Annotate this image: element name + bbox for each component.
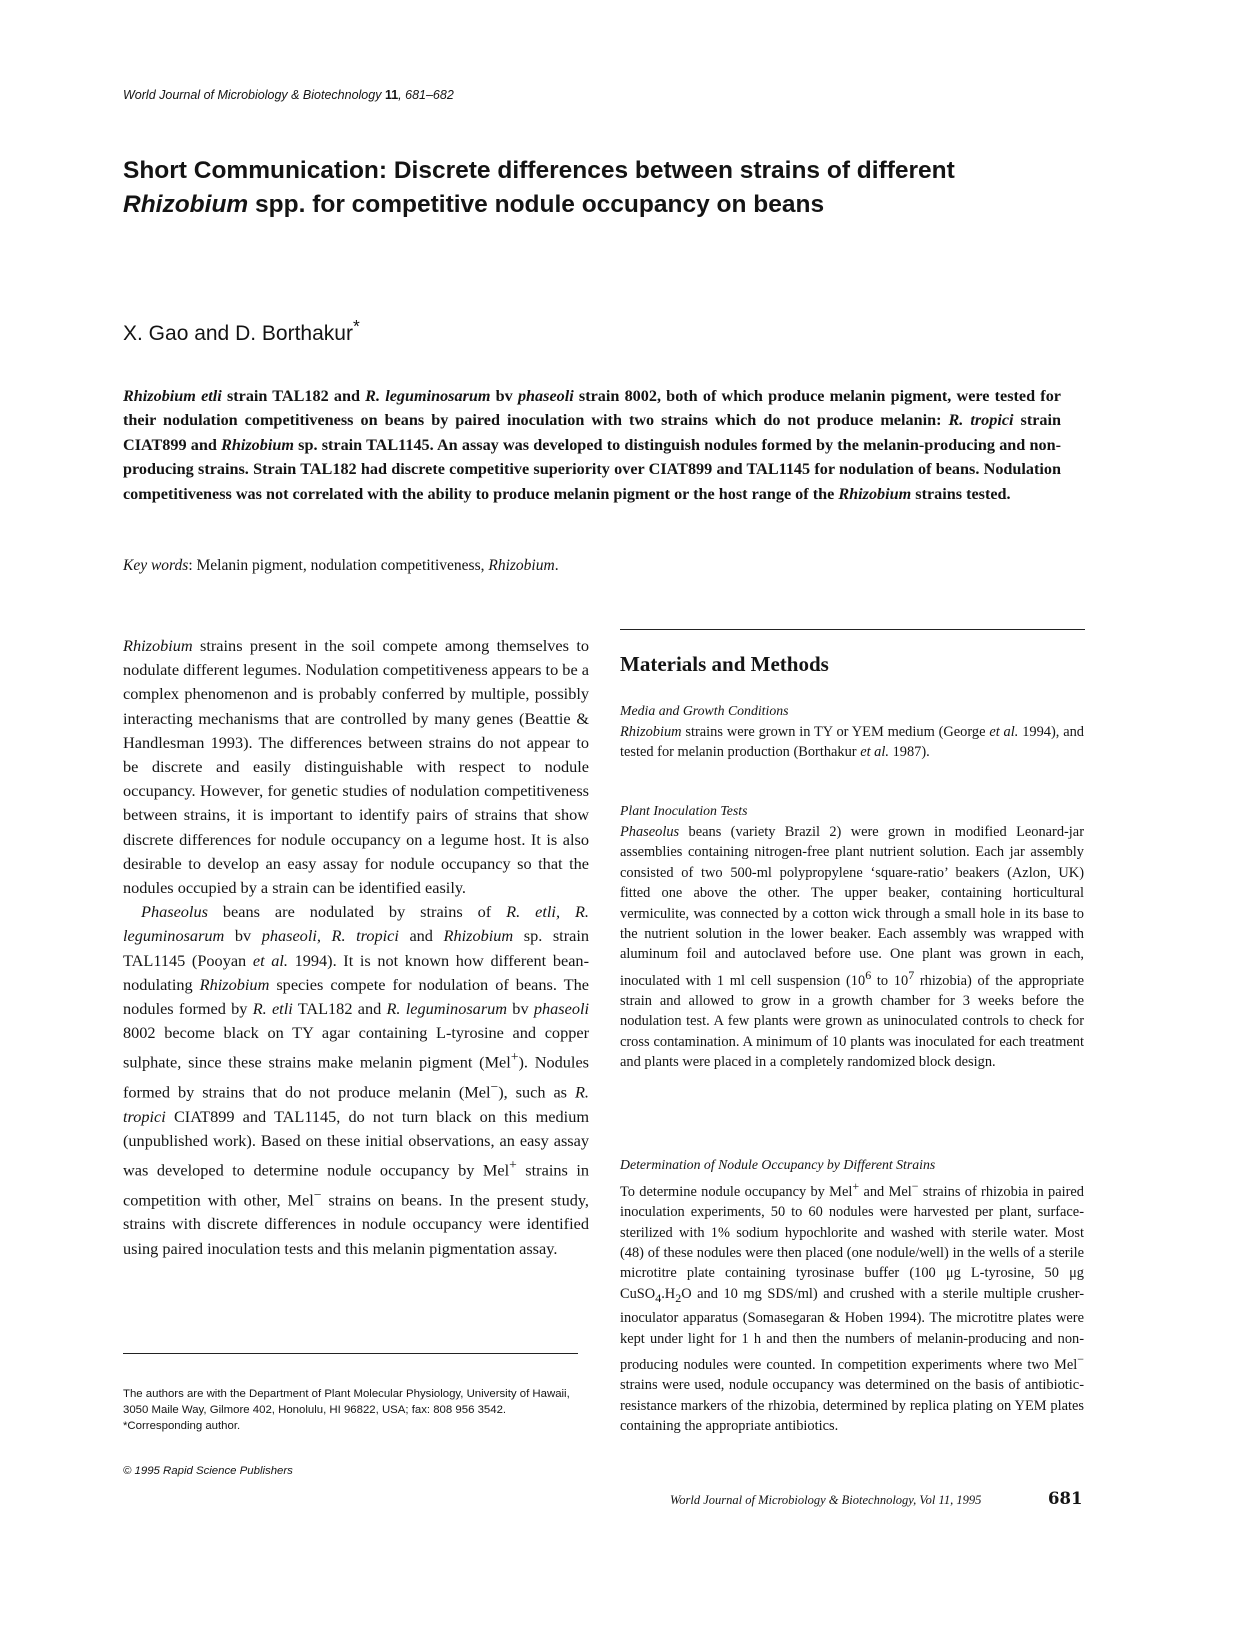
media-growth-paragraph <box>620 722 1084 763</box>
page-number: 681 <box>1048 1489 1083 1508</box>
footer-journal-citation: World Journal of Microbiology & Biotechnology, Vol 11, 1995 <box>670 1493 982 1507</box>
nodule-occupancy-paragraph <box>620 1176 1084 1436</box>
abstract-text-span: bv <box>490 387 518 405</box>
journal-name: World Journal of Microbiology & Biotechnology <box>123 88 382 102</box>
superscript: − <box>490 1079 499 1095</box>
keywords-genus: Rhizobium <box>488 557 555 574</box>
abstract-taxon: phaseoli <box>517 387 574 405</box>
abstract-taxon: Rhizobium <box>838 484 912 503</box>
intro-paragraph-2 <box>123 900 589 1261</box>
keywords <box>123 557 559 575</box>
methods-text: 1987). <box>888 744 930 761</box>
superscript: 7 <box>908 967 915 982</box>
subheading-nodule-occupancy: Determination of Nodule Occupancy by Different Strains <box>620 1157 936 1172</box>
subscript: 4 <box>655 1290 662 1305</box>
intro-text: strains present in the soil compete among themselves to nodulate different legumes. Nodulation competitiveness appears to be a complex phenomenon and is probably conferred by multiple, possibly interacting mechanisms that are controlled by many genes (Beattie & Handlesman 1993). The differences between strains do not appear to be discrete and easily distinguishable with respect to nodule occupancy. However, for genetic studies of nodulation competitiveness between strains, it is important to identify pairs of strains that show discrete differences for nodule occupancy on a legume host. It is also desirable to develop an easy assay for nodule occupancy so that the nodules occupied by a strain can be identified easily. <box>123 636 589 898</box>
intro-taxon: phaseoli, R. tropici <box>261 926 399 946</box>
intro-text: strains on beans. In the present study, strains with discrete differences in nodule occupancy were identified using paired inoculation tests and this melanin pigmentation assay. <box>123 1190 589 1258</box>
intro-text: CIAT899 and TAL1145, do not turn black on this medium (unpublished work). Based on these initial observations, an easy assay was developed to determine nodule occupancy by Mel <box>123 1106 589 1180</box>
keywords-text: : Melanin pigment, nodulation competitiveness, <box>188 557 489 574</box>
footnote-divider <box>123 1353 578 1354</box>
intro-taxon: Rhizobium <box>199 974 270 994</box>
intro-text: bv <box>224 926 262 946</box>
methods-text: to 10 <box>871 972 909 989</box>
copyright-notice: © 1995 Rapid Science Publishers <box>123 1465 293 1477</box>
subscript: 2 <box>675 1290 682 1305</box>
methods-citation: et al. <box>860 744 889 761</box>
journal-header: World Journal of Microbiology & Biotechnology 11, 681–682 <box>123 88 454 102</box>
intro-citation: et al. <box>252 950 288 970</box>
abstract-text-span: sp. strain TAL1145. An assay was developed to distinguish nodules formed by the melanin-producing and non-producing strains. Strain TAL182 had discrete competitive superiority over CIAT899 and TAL1145 for nodulation of beans. Nodulation competitiveness was not correlated with the ability to produce melanin pigment or the host range of the <box>123 435 1061 503</box>
abstract-taxon: R. tropici <box>948 411 1014 430</box>
intro-text: strains in competition with other, Mel <box>123 1160 590 1210</box>
keywords-end: . <box>554 557 559 574</box>
abstract-text-span: strain TAL182 and <box>221 387 366 405</box>
superscript: 6 <box>865 967 872 982</box>
methods-text: strains of rhizobia in paired inoculation experiments, 50 to 60 nodules were harvested per plant, surface-sterilized with 1% sodium hypochlorite and washed with sterile water. Most (48) of these nodules were then placed (one nodule/well) in the wells of a sterile microtitre plate containing tyrosinase buffer (100 μg L-tyrosine, 50 μg CuSO <box>620 1183 1084 1302</box>
intro-taxon: R. etli, R. leguminosarum <box>123 902 589 946</box>
superscript: − <box>313 1186 322 1202</box>
media-growth-text <box>620 722 1084 763</box>
intro-text: bv <box>507 999 534 1019</box>
title-genus: Rhizobium <box>123 191 249 218</box>
title-line-2 <box>123 188 1103 222</box>
intro-text: sp. strain TAL1145 (Pooyan <box>123 926 589 970</box>
section-heading-materials-methods: Materials and Methods <box>620 652 829 676</box>
methods-taxon: Rhizobium <box>620 724 682 740</box>
journal-pages: 681–682 <box>405 88 454 102</box>
methods-text: strains were used, nodule occupancy was determined on the basis of antibiotic-resistance markers of the rhizobia, determined by replica plating on YEM plates containing the appropriate antibiotics. <box>620 1377 1084 1434</box>
intro-text: TAL182 and <box>292 999 387 1019</box>
superscript: + <box>509 1157 517 1173</box>
superscript: − <box>1077 1351 1084 1366</box>
introduction <box>123 634 589 1261</box>
nodule-occupancy-text <box>620 1176 1084 1436</box>
authors <box>123 316 360 346</box>
superscript: + <box>852 1179 860 1193</box>
intro-text: ). Nodules formed by strains that do not produce melanin (Mel <box>123 1052 590 1102</box>
intro-text: ), such as <box>498 1082 575 1102</box>
intro-taxon: Rhizobium <box>443 926 514 946</box>
methods-taxon: Phaseolus <box>620 824 680 840</box>
intro-text: beans are nodulated by strains of <box>207 902 507 922</box>
intro-taxon: Rhizobium <box>123 636 193 655</box>
intro-text: species compete for nodulation of beans. The nodules formed by <box>123 974 589 1019</box>
abstract-taxon: Rhizobium <box>221 435 294 454</box>
abstract-text-span: strain CIAT899 and <box>123 411 1061 454</box>
superscript: − <box>911 1179 919 1193</box>
methods-text: .H <box>661 1285 676 1302</box>
intro-taxon: phaseoli <box>533 999 590 1019</box>
keywords-label: Key words <box>123 557 189 574</box>
abstract-text-span: strains tested. <box>911 484 1011 503</box>
intro-taxon: R. leguminosarum <box>386 999 508 1019</box>
intro-taxon: R. etli <box>252 999 293 1019</box>
intro-text: 1994). It is not known how different bean-nodulating <box>123 950 589 994</box>
title-line-1: Short Communication: Discrete differences between strains of different <box>123 157 955 184</box>
intro-text: 8002 become black on TY agar containing L-tyrosine and copper sulphate, since these strains make melanin pigment (Mel <box>123 1023 589 1072</box>
abstract <box>123 384 1061 506</box>
methods-text: O and 10 mg SDS/ml) and crushed with a sterile multiple crusher-inoculator apparatus (Somasegaran & Hoben 1994). The microtitre plates were kept under light for 1 h and then the numbers of melanin-producing and non-producing nodules were counted. In competition experiments where two Mel <box>620 1285 1084 1373</box>
plant-inoculation-paragraph <box>620 822 1084 1073</box>
author-names: X. Gao and D. Borthakur <box>123 322 353 345</box>
intro-taxon: Phaseolus <box>141 902 208 922</box>
methods-text: and Mel <box>859 1183 912 1200</box>
corresponding-author-mark: * <box>352 316 360 336</box>
methods-text: To determine nodule occupancy by Mel <box>620 1183 853 1200</box>
abstract-taxon: Rhizobium etli <box>123 387 222 405</box>
intro-taxon: R. tropici <box>123 1082 589 1126</box>
subheading-plant-inoculation: Plant Inoculation Tests <box>620 803 748 818</box>
journal-volume: 11 <box>384 88 399 102</box>
author-affiliation-footnote: The authors are with the Department of Plant Molecular Physiology, University of Hawaii, 3050 Maile Way, Gilmore 402, Honolulu, HI 96822, USA; fax: 808 956 3542. *Corresponding author. <box>123 1388 570 1433</box>
methods-text: beans (variety Brazil 2) were grown in modified Leonard-jar assemblies containing nitrogen-free plant nutrient solution. Each jar assembly consisted of two 500-ml polypropylene ‘square-ratio’ beakers (Azlon, UK) fitted one above the other. The upper beaker, containing horticultural vermiculite, was connected by a cotton wick through a small hole in its base to the nutrient solution in the lower beaker. Each assembly was wrapped with aluminum foil and autoclaved before use. One plant was grown in each, inoculated with 1 ml cell suspension (10 <box>620 824 1084 989</box>
methods-text: rhizobia) of the appropriate strain and allowed to grow in a growth chamber for 3 weeks before the nodulation test. A few plants were grown as uninoculated controls to check for cross contamination. A minimum of 10 plants was inoculated for each treatment and plants were placed in a completely randomized block design. <box>620 972 1084 1071</box>
methods-text: 1994), and tested for melanin production (Borthakur <box>620 724 1084 761</box>
intro-text: and <box>398 926 444 946</box>
abstract-taxon: R. leguminosarum <box>365 387 491 405</box>
section-divider <box>620 629 1085 630</box>
methods-text: strains were grown in TY or YEM medium (George <box>681 724 990 740</box>
title-line-2-text: spp. for competitive nodule occupancy on beans <box>248 191 825 218</box>
intro-paragraph-1 <box>123 634 589 900</box>
abstract-text-span: strain 8002, both of which produce melanin pigment, were tested for their nodulation competitiveness on beans by paired inoculation with two strains which do not produce melanin: <box>123 387 1061 430</box>
article-title <box>123 154 1103 222</box>
methods-citation: et al. <box>989 724 1019 740</box>
superscript: + <box>510 1049 519 1065</box>
abstract-text <box>123 384 1061 506</box>
subheading-media-growth: Media and Growth Conditions <box>620 703 789 718</box>
plant-inoculation-text <box>620 822 1084 1073</box>
